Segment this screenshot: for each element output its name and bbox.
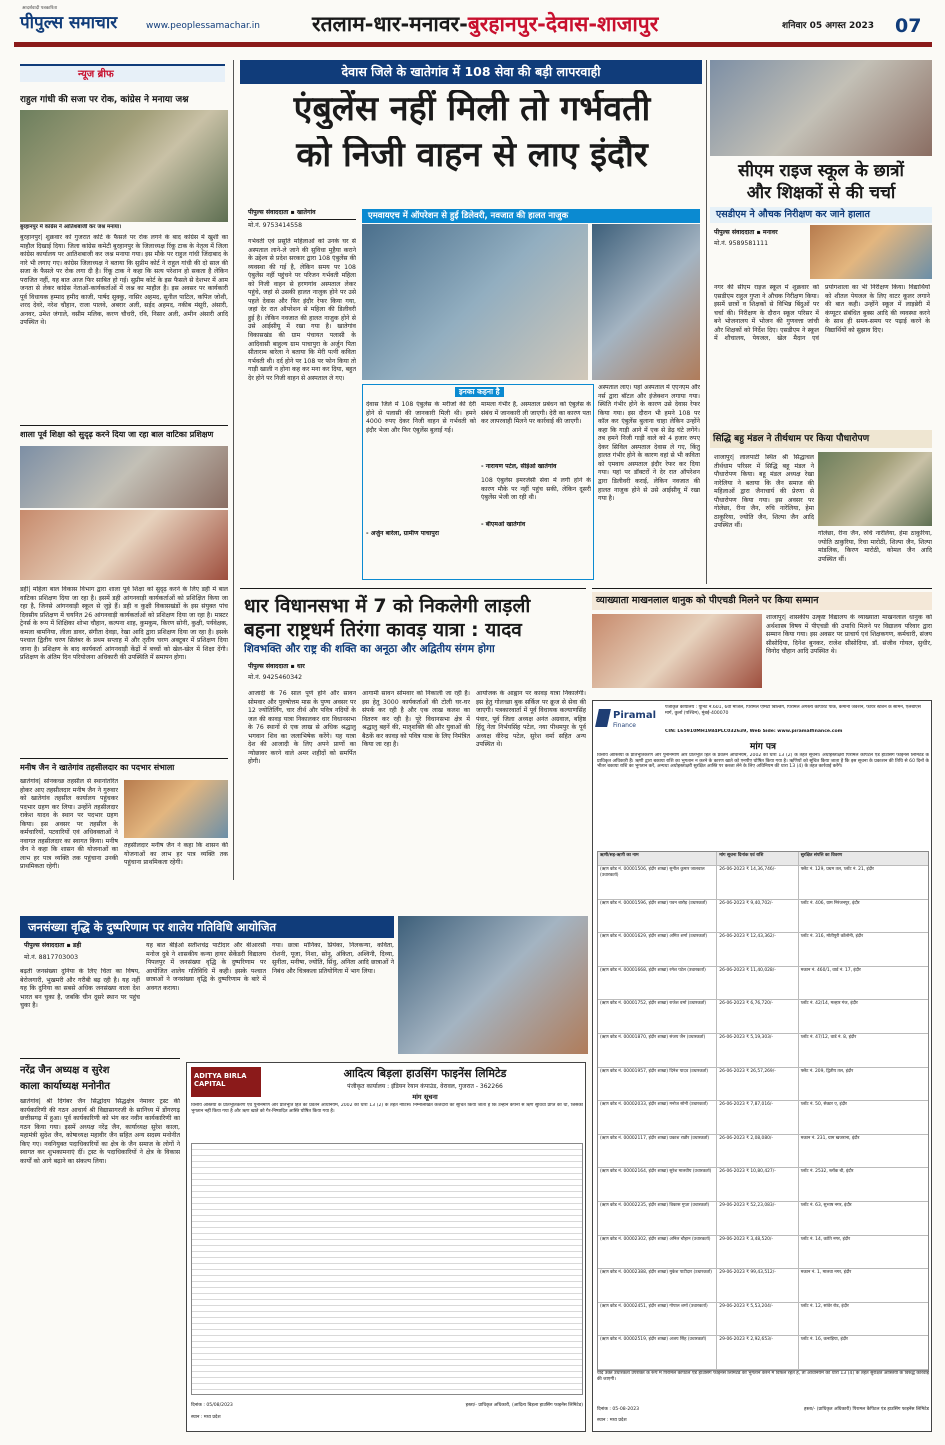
aditya-birla-title: आदित्य बिड़ला हाउसिंग फाइनेंस लिमिटेड	[343, 1067, 507, 1080]
table-cell: 29-06-2023 ₹ 2,92,653/-	[717, 1336, 799, 1369]
table-row	[598, 1202, 928, 1236]
table-row	[598, 1000, 928, 1034]
cm-rise-subhead-band	[710, 207, 932, 223]
table-cell: मकान नं. 1, मालवा नगर, इंदौर	[800, 1270, 852, 1276]
quote-narayan: मामला गंभीर है, अस्पताल प्रबंधन को एंबुलेंस के संबंध में जानकारी ली जाएगी। देरी का कारण पता कर लापरवाही मिलने पर कार्रवाई की जाएगी।	[481, 401, 591, 426]
quote-narayan-author: - नारायण पटेल, सीईओ खातेगांव	[481, 463, 557, 470]
story-balvatika-body: डही| महिला बाल विकास विभाग द्वारा शाला पूर्व शिक्षा को सुदृढ़ करने के लिए डही में बाल वाटिका प्रशिक्षण दिया जा रहा है। इसमें डही आंगनवाड़ी कार्यकर्ताओं को प्रशिक्षित किया जा रहा है, जिनसे आंगनवाड़ी स्कूल से जुड़े हैं। डही व कुक्षी विकासखंडों के इस संयुक्त पांच दिवसीय प्रशिक्षण में चयनित 26 आंगनवाड़ी कार्यकर्ताओं को प्रशिक्षण दिया जा रहा है। मास्टर ट्रेनर्स के रूप में शिक्षिका शोभा चौहान, कल्पना शाह, कुमकुम, किरण सोनी, कुक्षी, पर्यवेक्षक, कमला बामनिया, लीला डावर, संगीता देवड़ा, रेखा आदि द्वारा प्रशिक्षण दिया जा रहा है। इसके पश्चात द्वितीय चरण सितंबर के प्रथम सप्ताह में और तृतीय चरण अक्टूबर में प्रशिक्षण दिया जाना है। प्रशिक्षण के बाद कार्यकर्ता आंगनवाड़ी केंद्रों में बच्चों को खेल-खेल में शिक्षा देंगी। प्रशिक्षण के अंतिम दिन परियोजना अधिकारी की उपस्थिति में समापन होगा।	[20, 586, 228, 662]
table-cell: (ऋण कोड नं. 00002164, इंदौर शाखा) सुरेश मालवीय (उधारकर्ता)	[598, 1168, 717, 1201]
table-cell: 26-06-2023 ₹ 11,40,028/-	[717, 967, 799, 1000]
table-cell: प्लॉट नं. 50, सेक्टर ए, इंदौर	[800, 1102, 847, 1108]
table-cell: 29-06-2023 ₹ 99,43,512/-	[717, 1269, 799, 1302]
table-cell: 26-06-2023 ₹ 12,43,362/-	[717, 933, 799, 966]
table-cell: 29-06-2023 ₹ 5,53,204/-	[717, 1303, 799, 1336]
col-header: सुरक्षित संपत्ति का विवरण	[800, 853, 843, 858]
story-tehsildar-body-2: तहसीलदार मनीष जैन ने कहा कि शासन की योजनाओं का लाभ हर पात्र व्यक्ति तक पहुंचाना प्राथमिकता रहेगी।	[124, 842, 228, 867]
narendra-body: खातेगांव| श्री दिगंबर जैन सिद्धोदय सिद्धक्षेत्र नेमावर ट्रस्ट की कार्यकारिणी की गठन आचार्य श्री विद्यासागरजी के सानिध्य में डोंगरगढ़ छत्तीसगढ़ में हुआ। पूर्व कार्यकारिणी को भंग कर नवीन कार्यकारिणी का गठन किया गया। इसमें अध्यक्ष नरेंद्र जैन, कार्याध्यक्ष सुरेश काला, महामंत्री सुदेश जैन, कोषाध्यक्ष महावीर जैन सहित अन्य सदस्य मनोनीत किए गए। नवनियुक्त पदाधिकारियों का क्षेत्र के जैन समाज के लोगों ने स्वागत कर शुभकामनाएं दीं। ट्रस्ट के पदाधिकारियों ने क्षेत्र के विकास कार्यों को आगे बढ़ाने का संकल्प लिया।	[20, 1098, 180, 1165]
column-divider	[706, 60, 707, 584]
lead-headline-line1: एंबुलेंस नहीं मिली तो गर्भवती	[293, 90, 651, 129]
slogan: आदर्शवादी पत्रकारिता	[22, 6, 58, 11]
lead-body-col3: अस्पताल लाए। यहां अस्पताल में एएनएम और नर्स द्वारा बॉटल और इंजेक्शन लगाया गया। स्थिति गंभीर होने के कारण उसे देवास रेफर किया गया। इस दौरान भी हमने 108 पर कॉल कर एंबुलेंस बुलाना चाहा लेकिन उन्होंने कहा कि गाड़ी आने में एक से डेढ़ घंटे लगेंगे। तब हमने निजी गाड़ी वाले को 4 हजार रुपए देकर सिविल अस्पताल देवास ले गए, किंतु हालत गंभीर होने के कारण वहां से भी कविता को एमवाय अस्पताल इंदौर रेफर कर दिया गया। यहां पर डॉक्टरों ने देर रात ऑपरेशन द्वारा डिलीवरी कराई, लेकिन नवजात की हालत नाजुक होने से उसे आईसीयू में रखा गया है।	[598, 384, 700, 503]
table-cell: (ऋण कोड नं. 00001752, इंदौर शाखा) राजेश वर्मा (उधारकर्ता)	[598, 1000, 717, 1033]
quote-bmo-author: - बीएमओ खातेगांव	[481, 521, 526, 528]
table-cell: (ऋण कोड नं. 00002033, इंदौर शाखा) मनोज सोनी (उधारकर्ता)	[598, 1101, 717, 1134]
lead-kicker-text: देवास जिले के खातेगांव में 108 सेवा की बड़ी लापरवाही	[341, 64, 601, 79]
dhar-body-col2: आगामी सावन सोमवार को निकाली जा रही है। इस हेतु 3000 कार्यकर्ताओं की टोली घर-घर संपर्क कर रही है और एक लाख कलश का वितरण कर रही है। पूरे विधानसभा क्षेत्र में श्रद्धालु बहनें की, मातृशक्ति की और युवाओं की बैठकें कर कावड़ को पवित्र यात्रा के लिए निमंत्रित किया जा रहा है।	[362, 690, 470, 749]
table-cell: प्लॉट नं. 316, मोतीपुरी कॉलोनी, इंदौर	[800, 934, 863, 940]
masthead	[0, 0, 945, 42]
region-title	[312, 10, 658, 38]
piramal-logo-mark	[595, 709, 611, 727]
lead-body-col1: गर्भवती एवं प्रसूति महिलाओं को उनके घर से अस्पताल लाने-ले जाने की सुविधा मुहैया कराने के उद्देश्य से प्रदेश सरकार द्वारा 108 एंबुलेंस की व्यवस्था की गई है, लेकिन समय पर 108 एंबुलेंस नहीं पहुंचने पर परिजन गर्भवती महिला को निजी वाहन से हरणगांव अस्पताल लेकर पहुंचे, जहां से उसकी हालत नाजुक होने पर उसे पहले देवास और फिर इंदौर रेफर किया गया, जहां देर रात ऑपरेशन से महिला की डिलीवरी हुई है। लेकिन नवजात की हालत नाजुक होने से उसे आईसीयू में रखा गया है। खातेगांव विकासखंड की ग्राम पंचायत पलासी के आदिवासी बाहुल्य ग्राम पाचापुरा के अर्जुन पिता सीताराम बारेला ने बताया कि मेरी पत्नी कविता गर्भवती थी। दर्द होने पर 108 पर फोन किया तो गाड़ी खाली न होना कह कर मना कर दिया, बहुत देर होने पर निजी वाहन से अस्पताल ले गए।	[248, 238, 356, 382]
balvatika-training-photo-1	[20, 446, 228, 508]
issue-date: शनिवार 05 अगस्त 2023	[782, 21, 875, 31]
table-cell: 26-06-2023 ₹ 7,87,016/-	[717, 1101, 799, 1134]
table-cell: 26-06-2023 ₹ 6,76,720/-	[717, 1000, 799, 1033]
table-row	[598, 1269, 928, 1303]
population-headline: जनसंख्या वृद्धि के दुष्परिणाम पर शालेय गतिविधि आयोजित	[28, 920, 277, 934]
story-balvatika-headline: शाला पूर्व शिक्षा को सुदृढ़ करने दिया जा रहा बाल वाटिका प्रशिक्षण	[20, 430, 214, 439]
table-row	[598, 1068, 928, 1102]
narendra-headline-line2: काला कार्याध्यक्ष मनोनीत	[20, 1081, 110, 1092]
cm-rise-subhead: एसडीएम ने औचक निरीक्षण कर जाने हालात	[716, 209, 870, 220]
table-cell: 26-06-2023 ₹ 9,40,702/-	[717, 900, 799, 933]
aditya-birla-notice-text: वित्तीय अस्तियों के प्रतिभूतिकरण एवं पुनर्निर्माण और प्रतिभूति हित का प्रवर्तन अधिनियम, 2002 की धारा 13 (2) के तहत नोटिस। निम्नलिखित कर्जदारों को सूचित किया जाता है कि उन्होंने कंपनी से ऋण सुविधा प्राप्त की थी, जिसका भुगतान नहीं किया गया है और ऋण खाते को गैर-निष्पादित आस्ति घोषित किया गया है।	[191, 1103, 583, 1114]
table-row	[598, 967, 928, 1001]
piramal-header: पंजीकृत कार्यालय : यूनिट न.601, 6वीं मंजिल, पिरामल एमिटी बिल्डिंग, पिरामल अगस्त्य कॉर्पोरेट पार्क, कमानी जंक्शन, फायर स्टेशन के सामने, एलबीएस मार्ग, कुर्ला (पश्चिम), मुंबई-400070	[665, 705, 921, 716]
table-cell: प्लॉट नं. 63, सुभाष नगर, इंदौर	[800, 1202, 852, 1208]
dhar-byline: पीपुल्स संवाददाता ▪ धार	[248, 663, 305, 670]
piramal-notice-text: वित्तीय आस्तियों के प्रतिभूतिकरण और पुनर्निर्माण और प्रतिभूति हित के प्रवर्तन अधिनियम, 2002 की धारा 13 (2) के तहत सूचना। अधोहस्ताक्षरी पिरामल कैपिटल एंड हाउसिंग फाइनेंस लिमिटेड के प्राधिकृत अधिकारी हैं। ऋणी द्वारा बकाया राशि का भुगतान न करने के कारण खाते को एनपीए घोषित किया गया है। ऋणियों को सूचित किया जाता है कि इस सूचना के प्रकाशन की तिथि से 60 दिनों के भीतर बकाया राशि का भुगतान करें, अन्यथा अधोहस्ताक्षरी सुरक्षित आस्ति पर कब्जा लेने के लिए अधिनियम की धारा 13 (4) के तहत कार्रवाई करेंगे।	[597, 753, 929, 770]
table-cell: 26-06-2023 ₹ 10,80,427/-	[717, 1168, 799, 1201]
table-cell: प्लॉट नं. 2532, ब्लॉक बी, इंदौर	[800, 1169, 854, 1175]
aditya-birla-notice-title: मांग सूचना	[412, 1093, 438, 1101]
table-cell: 26-06-2023 ₹ 26,57,269/-	[717, 1068, 799, 1101]
cm-rise-headline-line2: और शिक्षकों से की चर्चा	[746, 183, 896, 203]
table-cell: प्लॉट नं. 12, सांवेर रोड, इंदौर	[800, 1303, 849, 1309]
population-headline-band	[20, 916, 394, 938]
cm-rise-school-photo	[710, 60, 932, 156]
population-body-col3: गया। छात्रा मोनिका, प्रियंका, निलकन्या, कविता, रोशनी, पूजा, निशा, सोनू, अंकिता, अश्विनी, दिव्या, सुनीता, मनीषा, ज्योति, सिंधु, अनिता आदि छात्राओं ने निबंध और चित्रकला प्रतियोगिता में भाग लिया।	[272, 942, 394, 975]
narendra-headline-line1: नरेंद्र जैन अध्यक्ष व सुरेश	[20, 1065, 110, 1076]
table-row	[598, 933, 928, 967]
population-body-col1: बढ़ती जनसंख्या दुनिया के लिए चिंता का विषय, बेरोजगारी, भुखमरी और गरीबी बढ़ रही है। यह नहीं यह कि दुनिया का सबसे अधिक जनसंख्या वाला देश भारत बन चुका है, जबकि चीन दूसरे स्थान पर पहुंच चुका है।	[20, 968, 140, 1010]
lead-headline-line2: को निजी वाहन से लाए इंदौर	[296, 136, 648, 175]
story-rahul-body: बुरहानपुर| शुक्रवार को गुजरात कोर्ट के फैसले पर रोक लगने के बाद कांग्रेस में खुशी का माहौल दिखाई दिया। जिला कांग्रेस कमेटी बुरहानपुर के जिलाध्यक्ष रिंकू टाक के नेतृत्व में जिला कांग्रेस कार्यालय पर आतिशबाजी कर जश्न मनाया गया। इस मौके पर राहुल गांधी जिंदाबाद के नारे भी लगाए गए। कांग्रेस जिलाध्यक्ष ने बताया कि सुप्रीम कोर्ट ने राहुल गांधी की दो साल की सजा के फैसले पर रोक लगा दी है। रिंकू टाक ने कहा कि सत्य परेशान हो सकता है लेकिन पराजित नहीं, यह बात आज फिर साबित हो गई। सुप्रीम कोर्ट के इस फैसले से देशभर में आम जनता से लेकर कांग्रेस नेताओं-कार्यकर्ताओं में जश्न का माहौल है। इस अवसर पर कार्यकारी पूर्व विधायक हम्माद हमीद काजी, पार्षद सुक्कु, नासिर अहमद, सुनील पाटिल, कपिल जोशी, शरद देवरे, नरेश चौहान, राजा पालवे, अबरार अली, सईद अहमद, नकीब मंसूरी, अंसारी, अनवर, उमेश जंगाले, वसीम मलिक, करण चौधरी, रवि, निसार अली, अमीन अंसारी आदि उपस्थित थे।	[20, 234, 228, 327]
divider	[592, 588, 932, 589]
table-cell: 29-06-2023 ₹ 3,48,520/-	[717, 1236, 799, 1269]
siddhi-headline-band	[710, 430, 932, 448]
phd-felicitation-photo	[592, 614, 762, 688]
table-cell: 29-06-2023 ₹ 52,23,083/-	[717, 1202, 799, 1235]
masthead-rule	[14, 42, 932, 47]
piramal-sign: हस्ता/- (प्राधिकृत अधिकारी) पिरामल कैपिटल एंड हाउसिंग फाइनेंस लिमिटेड	[804, 1407, 929, 1412]
story-tehsildar-body-1: खातेगांव| सोनकच्छ तहसील से स्थानांतरित होकर आए तहसीलदार मनीष जैन ने गुरुवार को खातेगांव तहसील कार्यालय पहुंचकर पदभार ग्रहण कर लिया। उन्होंने तहसीलदार राकेश यादव के स्थान पर पदभार ग्रहण किया। इस अवसर पर तहसील के कर्मचारियों, पटवारियों एवं अधिवक्ताओं ने नवागत तहसीलदार का स्वागत किया। मनीष जैन ने कहा कि शासन की योजनाओं का लाभ हर पात्र व्यक्ति तक पहुंचाना उनकी प्राथमिकता रहेगी।	[20, 778, 118, 871]
divider	[20, 758, 228, 759]
table-cell: मकान नं. 231, ग्राम खजराना, इंदौर	[800, 1135, 860, 1141]
aditya-birla-ad	[186, 1062, 586, 1432]
table-cell: (ऋण कोड नं. 00002451, इंदौर शाखा) गोपाल शर्मा (उधारकर्ता)	[598, 1303, 717, 1336]
byline-name: पीपुल्स संवाददाता	[714, 229, 755, 236]
piramal-cin: CIN: L65910MH1984PLC032639, Web Side: www.piramalfinance.com	[665, 729, 843, 734]
aditya-birla-date: दिनांक : 05/08/2023	[191, 1403, 233, 1408]
page-number: 07	[895, 15, 922, 37]
aditya-birla-table	[191, 1143, 583, 1395]
quotes-box-title: इनका कहना है	[455, 387, 504, 397]
table-row	[598, 1101, 928, 1135]
dhar-body-col3: आयोजक के आह्वान पर कावड़ यात्रा निकालेंगी। इस हेतु गोलच्छा बुक सर्किल पर क्रूज से सेवा की जाएगी। पत्रकारवार्ता में पूर्व विधायक कल्याणसिंह पंवार, पूर्व जिला अध्यक्ष अनंत अग्रवाल, बहिष्ठ हिंदू नेता निर्भयसिंह पटेल, नया पीथमपुर के पूर्व अध्यक्ष वीरेन्द्र पटेल, सुरेश वर्मा सहित अन्य उपस्थित थे।	[476, 690, 586, 749]
news-brief-label: न्यूज ब्रीफ	[78, 69, 114, 80]
phd-headline-band	[592, 592, 932, 610]
rahul-photo-caption: बुरहानपुर में कांग्रेस ने आतिशबाजी कर जश्न मनाया।	[20, 224, 122, 230]
piramal-logo	[597, 707, 661, 733]
population-mobile: मो.नं. 8817703003	[24, 954, 79, 961]
quote-bmo: 108 एंबुलेंस इमरजेंसी सेवा में लगी होने के कारण मौके पर नहीं पहुंच सकी, लेकिन दूसरी एंबुलेंस भेजी जा रही थी।	[481, 477, 591, 502]
table-cell: 26-06-2023 ₹ 14,36,746/-	[717, 866, 799, 899]
table-row	[598, 1236, 928, 1270]
lead-mobile: मो.नं. 9753414558	[248, 222, 303, 229]
table-cell: 26-06-2023 ₹ 5,19,303/-	[717, 1034, 799, 1067]
newborn-photo	[592, 224, 700, 380]
lead-photo-banner	[362, 209, 700, 223]
byline-rule	[248, 219, 356, 220]
table-cell: (ऋण कोड नं. 00001870, इंदौर शाखा) संजय जैन (उधारकर्ता)	[598, 1034, 717, 1067]
piramal-date: दिनांक : 05-08-2023	[597, 1407, 640, 1412]
table-cell: मकान नं. 460/1, वार्ड नं. 17, इंदौर	[800, 967, 861, 973]
piramal-table	[597, 851, 929, 1371]
table-cell: प्लॉट नं. 47/12, वार्ड नं. 8, इंदौर	[800, 1034, 857, 1040]
sdm-inspection-photo	[810, 225, 932, 279]
table-cell: (ऋण कोड नं. 00001596, इंदौर शाखा) पवन बारोड़ (उधारकर्ता)	[598, 900, 717, 933]
newspaper-logo: पीपुल्स समाचार	[20, 13, 118, 33]
table-row	[598, 1135, 928, 1169]
lead-photo-banner-text: एमवायएच में ऑपरेशन से हुई डिलेवरी, नवजात की हालत नाजुक	[368, 211, 569, 221]
divider	[240, 588, 586, 589]
byline-name: पीपुल्स संवाददाता	[248, 663, 289, 670]
table-cell: प्लॉट नं. 42/14, मल्हार गंज, इंदौर	[800, 1001, 858, 1007]
table-cell: प्लॉट नं. 16, कनाड़िया, इंदौर	[800, 1337, 848, 1343]
piramal-brand: Piramal	[613, 710, 657, 721]
table-cell: (ऋण कोड नं. 00002388, इंदौर शाखा) मुकेश पाटीदार (उधारकर्ता)	[598, 1269, 717, 1302]
piramal-ad	[592, 700, 932, 1432]
byline-name: पीपुल्स संवाददाता	[248, 209, 289, 216]
hospital-bed-photo	[362, 224, 588, 380]
dhar-body-col1: आजादी के 76 साल पूर्ण होने और सावन सोमवार और पुरुषोत्तम मास के पुण्य अवसर पर 12 ज्योतिर्लिंग, चार तीर्थ और पवित्र नदियों के जल की कावड़ यात्रा निकालकर धार विधानसभा के 76 स्थानों से एक लाख से अधिक श्रद्धालु भगवान शिव का जलाभिषेक करेंगे। यह यात्रा देश की आजादी के लिए अपने प्राणों का न्योछावर करने वाले अमर शहीदों को समर्पित होगी।	[248, 690, 356, 766]
table-cell: (ऋण कोड नं. 00002519, इंदौर शाखा) अजय सिंह (उधारकर्ता)	[598, 1336, 717, 1369]
region-title-black: रतलाम-धार-मनावर-	[312, 12, 468, 36]
phd-headline: व्याख्याता माखनलाल धानुक को पीएचडी मिलने पर किया सम्मान	[596, 595, 819, 606]
story-tehsildar-headline: मनीष जैन ने खातेगांव तहसीलदार का पदभार संभाला	[20, 763, 175, 772]
aditya-birla-logo	[191, 1067, 261, 1097]
aditya-birla-sign: हस्ता/- प्राधिकृत अधिकारी, (आदित्य बिड़ला हाउसिंग फाइनेंस लिमिटेड)	[465, 1403, 583, 1408]
aditya-birla-place: स्थान : मध्य प्रदेश	[191, 1415, 221, 1420]
col-header: मांग सूचना दिनांक एवं राशि	[717, 852, 799, 865]
table-cell: 26-06-2023 ₹ 2,08,080/-	[717, 1135, 799, 1168]
table-cell: प्लॉट नं. 406, ग्राम निरंजनपुर, इंदौर	[800, 900, 860, 906]
piramal-footer-text: यदि उक्त उधारकर्ता उपरोक्त के रूप में पिरामल कैपिटल एंड हाउसिंग फाइनेंस लिमिटेड को भुगतान करने में विफल रहते हैं, तो अधिनियम की धारा 13 (4) के तहत सुरक्षित आस्तियों के विरुद्ध कार्रवाई की जाएगी।	[597, 1371, 929, 1382]
table-cell: फ्लैट नं. 129, प्रथम तल, प्लॉट नं. 21, इंदौर	[800, 867, 874, 872]
table-cell: (ऋण कोड नं. 00001629, इंदौर शाखा) अमित शर्मा (उधारकर्ता)	[598, 933, 717, 966]
table-row	[598, 1303, 928, 1337]
table-cell: (ऋण कोड नं. 00002117, इंदौर शाखा) प्रकाश राठौर (उधारकर्ता)	[598, 1135, 717, 1168]
tehsildar-welcome-photo	[124, 780, 228, 838]
dhar-headline-line1: धार विधानसभा में 7 को निकलेगी लाड़ली	[244, 595, 531, 617]
byline-place: डही	[72, 942, 82, 949]
siddhi-body-1: शाजापुर| लालपाटी स्थित श्री सिद्धाचल तीर्थधाम परिसर में सिद्धि बहू मंडल ने पौधारोपण किया। बहू मंडल अध्यक्ष रेखा नारेलिया ने बताया कि जैन समाज की महिलाओं द्वारा जैनाचार्य की प्रेरणा से पौधारोपण किया गया। इस अवसर पर गोलेछा, रीना जैन, रुचि नारेलिया, हेमा ठाकुरिया, ज्योति जैन, शिल्पा जैन आदि उपस्थित थीं।	[714, 454, 814, 530]
column-divider	[233, 60, 234, 880]
cm-rise-byline: पीपुल्स संवाददाता ▪ मनावर	[714, 229, 778, 236]
quote-arjun: देवास जिले में 108 एंबुलेंस के मरीजों की देरी होने से पलासी की जानकारी मिली थी। हमने 4000 रुपए देकर निजी वाहन से गर्भवती को इंदौर भेजा और फिर एंबुलेंस बुलाई गई।	[366, 401, 476, 434]
siddhi-headline: सिद्धि बहु मंडल ने तीर्थधाम पर किया पौधारोपण	[713, 434, 870, 444]
byline-name: पीपुल्स संवाददाता	[24, 942, 65, 949]
region-title-red: बुरहानपुर-देवास-शाजापुर	[467, 12, 659, 36]
cm-rise-headline-line1: सीएम राइज स्कूल के छात्रों	[738, 161, 904, 181]
byline-place: धार	[296, 663, 305, 670]
balvatika-training-photo-2	[20, 510, 228, 580]
table-cell: प्लॉट नं. 14, कांति नगर, इंदौर	[800, 1236, 851, 1242]
table-cell: फ्लैट नं. 209, द्वितीय तल, इंदौर	[800, 1068, 854, 1074]
byline-place: खातेगांव	[296, 209, 316, 216]
table-cell: (ऋण कोड नं. 00001668, इंदौर शाखा) रमेश पटेल (उधारकर्ता)	[598, 967, 717, 1000]
byline-place: मनावर	[762, 229, 778, 236]
quotes-box	[362, 384, 594, 580]
lead-kicker	[240, 60, 702, 84]
table-row	[598, 1168, 928, 1202]
population-byline: पीपुल्स संवाददाता ▪ डही	[24, 942, 82, 949]
piramal-place: स्थान : मध्य प्रदेश	[597, 1418, 627, 1423]
table-row	[598, 866, 928, 900]
lead-byline: पीपुल्स संवाददाता ▪ खातेगांव	[248, 209, 316, 216]
piramal-table-header	[598, 852, 928, 866]
table-cell: (ऋण कोड नं. 00002235, इंदौर शाखा) विकास गुप्ता (उधारकर्ता)	[598, 1202, 717, 1235]
dhar-headline-line2: बहना राष्ट्रधर्म तिरंगा कावड़ यात्रा : यादव	[244, 619, 522, 641]
phd-body: शाजापुर| शासकीय उत्कृष्ट विद्यालय के व्याख्याता माखनलाल धानुक को अर्थशास्त्र विषय में पीएचडी की उपाधि मिलने पर विद्यालय परिवार द्वारा सम्मान किया गया। इस अवसर पर प्राचार्य एवं शिक्षकगण, कर्मचारी, संजय सीसोदिया, दिनेश बुनकर, राजेश सीसोदिया, डॉ. संजीव गोयल, सुधीर, विनोद चौहान आदि उपस्थित थे।	[766, 614, 932, 656]
population-body-col2: यह बात बीईओ सतीशचंद्र पाटीदार और बीआरसी मनोज दुबे ने शासकीय कन्या हायर सेकेंडरी विद्यालय पिपलपुर में जनसंख्या वृद्धि के दुष्परिणाम पर आयोजित शालेय गतिविधि में कही। इसके पश्चात छात्राओं ने जनसंख्या वृद्धि के दुष्परिणाम के बारे में अवगत कराया।	[146, 942, 266, 992]
cm-rise-mobile: मो.नं. 9589581111	[714, 240, 769, 247]
aditya-birla-address: पंजीकृत कार्यालय : इंडियन रेयान कंपाउंड, वेरावल, गुजरात - 362266	[347, 1083, 503, 1090]
table-row	[598, 1034, 928, 1068]
dhar-mobile: मो.नं. 9425460342	[248, 674, 303, 681]
table-row	[598, 1336, 928, 1370]
dhar-subheadline: शिवभक्ति और राष्ट्र की शक्ति का अनूठा और अद्वितीय संगम होगा	[244, 643, 495, 655]
quote-arjun-author: - अर्जुन बारेला, ग्रामीण पाचापुरा	[366, 530, 439, 537]
rahul-celebration-photo	[20, 110, 228, 222]
piramal-table-body	[598, 866, 928, 1370]
aditya-birla-brand: ADITYA BIRLA CAPITAL	[194, 1072, 247, 1089]
news-brief-tag	[20, 64, 225, 82]
website-url: www.peoplessamachar.in	[146, 21, 260, 31]
divider	[20, 1058, 180, 1059]
cm-rise-body: नगर की सीएम राइज स्कूल में शुक्रवार को एसडीएम राहुल गुप्ता ने औचक निरीक्षण किया। इसमें छात्रों व शिक्षकों से विभिन्न बिंदुओं पर चर्चा की। निरीक्षण के दौरान स्कूल परिसर में बने भोजनालय में भोजन की गुणवत्ता जांची और शिक्षकों को निर्देश दिए। एसडीएम ने स्कूल में शौचालय, पेयजल, खेल मैदान एवं प्रयोगशाला का भी निरीक्षण किया। विद्यार्थियों को शीतल पेयजल के लिए वाटर कूलर लगाने की बात कही। उन्होंने स्कूल में लाइब्रेरी में कंप्यूटर संबंधित बुक्स आदि की व्यवस्था करने के साथ ही समय-समय पर पढ़ाई करने के विद्यार्थियों को सुझाव दिए।	[714, 284, 930, 343]
divider	[20, 425, 228, 426]
plantation-photo	[818, 452, 932, 526]
school-activity-photo	[398, 916, 588, 1054]
table-row	[598, 900, 928, 934]
story-rahul-headline: राहुल गांधी की सजा पर रोक, कांग्रेस ने मनाया जश्न	[20, 95, 189, 105]
siddhi-body-2: गोलेछा, रीना जैन, रुचि नारेलिया, हेमा ठाकुरिया, ज्योति ठाकुरिया, रिचा मारोठी, शिल्पा जैन, शिल्पा मांडलिक, किरण मारोठी, कोमल जैन आदि उपस्थित थीं।	[818, 530, 932, 563]
table-cell: (ऋण कोड नं. 00001506, इंदौर शाखा) सुनील कुमार जालवाल (उधारकर्ता)	[598, 866, 717, 899]
piramal-brand-sub: Finance	[613, 722, 636, 729]
table-cell: (ऋण कोड नं. 00001957, इंदौर शाखा) दिनेश यादव (उधारकर्ता)	[598, 1068, 717, 1101]
col-header: ऋणी/सह-ऋणी का नाम	[598, 852, 717, 865]
table-cell: (ऋण कोड नं. 00002302, इंदौर शाखा) अनिल चौहान (उधारकर्ता)	[598, 1236, 717, 1269]
piramal-title: मांग पत्र	[750, 742, 776, 752]
